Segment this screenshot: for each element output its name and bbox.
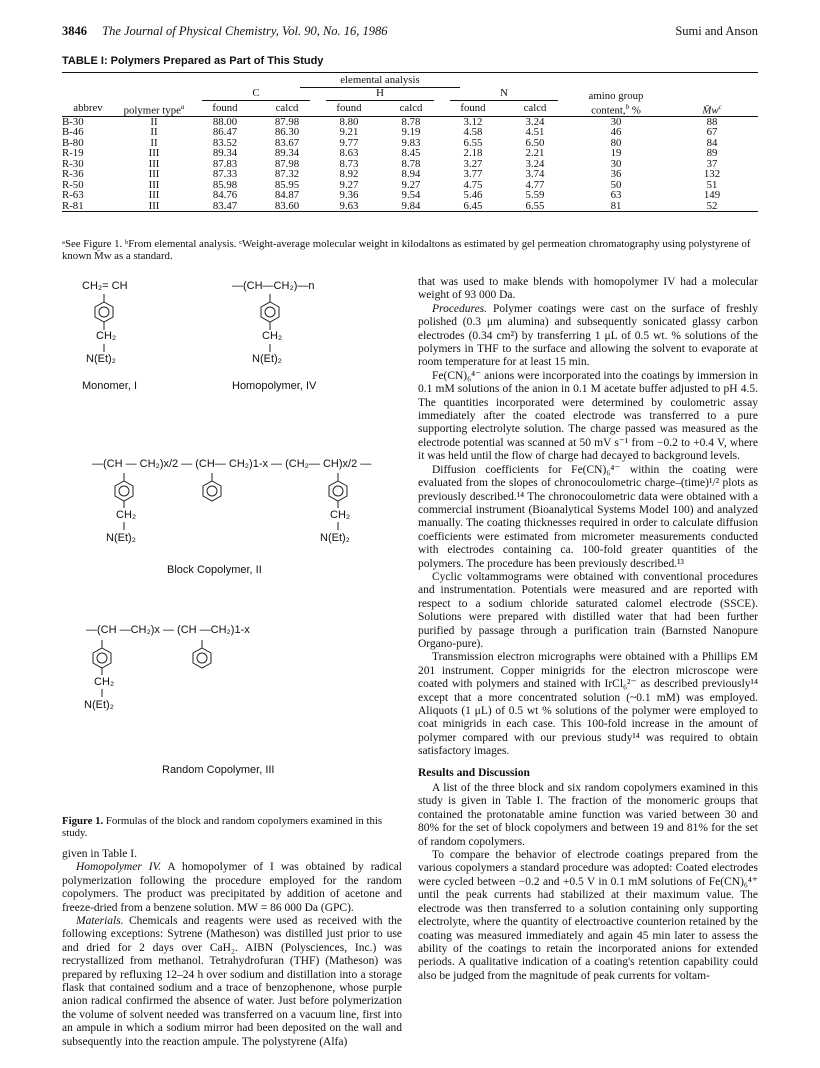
paragraph-text: A list of the three block and six random copolymers examined in this study is given in Table I. The fraction of the monomeric groups that contained the protonatable amine function was varied between 30 and 80% for the set of block copolymers and between 19 and 81% for the set of random copolymers. xyxy=(418,782,758,848)
table-cell: III xyxy=(148,147,160,160)
left-column xyxy=(62,848,402,1049)
table-cell: 80 xyxy=(610,136,622,149)
table-cell: 4.51 xyxy=(525,126,545,139)
monomer-ch2: CH₂ xyxy=(96,330,117,342)
table-cell: 3.24 xyxy=(525,115,545,128)
table-cell: 52 xyxy=(706,199,718,212)
random-ch2: CH₂ xyxy=(94,676,115,688)
table-cell: 85.98 xyxy=(212,178,238,191)
header-calcd: calcd xyxy=(523,102,547,115)
header-amino-1: amino group xyxy=(588,90,644,102)
homopolymer-amine: N(Et)₂ xyxy=(252,353,282,365)
ring-circle xyxy=(99,307,109,317)
table-cell: R-63 xyxy=(62,189,84,202)
homopolymer-label: Homopolymer, IV xyxy=(232,380,317,392)
paragraph-text: Chemicals and reagents were used as received with the following exceptions: Sytrene (Matheson) was distilled just prior to use and dried for 2 days over CaH₂. AIBN (Polysciences, Inc.) was recrystallized from methanol. Tetrahydrofuran (THF) (Matheson) was prepared by refluxing 12–24 h over sodium and distillation into a storage flask that contained sodium and a trace of benzophenone, whose purple anion radical confirmed the absence of water. Just before polymerization the volume of solvent needed was transferred on a vacuum line, first into an ampule in which a sodium mirror had been deposited on the wall and subsequently into the reaction ampule. The polystyrene (Alfa) xyxy=(62,915,402,1048)
paragraph-text: that was used to make blends with homopolymer IV had a molecular weight of 93 000 Da. xyxy=(418,276,758,302)
paragraph-text: Cyclic voltammograms were obtained with conventional procedures and instrumentation. Potentials were measured and are reported with respect to a sodium chloride saturated calomel electrode (SSCE). Solutions were prepared with distilled water that had been further purified by passage through a purification train (Barnsted Nanopure Organo-pure). xyxy=(418,570,758,650)
block-label: Block Copolymer, II xyxy=(167,564,262,576)
paragraph xyxy=(418,303,758,370)
random-amine: N(Et)₂ xyxy=(84,699,114,711)
page-header xyxy=(62,24,758,42)
right-column xyxy=(418,276,758,983)
table-cell: II xyxy=(150,115,158,128)
table-cell: 6.55 xyxy=(525,199,545,212)
block-amine-right: N(Et)₂ xyxy=(320,532,350,544)
table-cell: 84 xyxy=(706,136,718,149)
table-cell: III xyxy=(148,157,160,170)
table-cell: 9.27 xyxy=(339,178,359,191)
header-polymer-type: polymer type$^a$ xyxy=(123,102,185,117)
section-heading: Results and Discussion xyxy=(418,766,530,779)
paragraph xyxy=(62,915,402,1049)
figure-caption-label: Figure 1. xyxy=(62,815,104,827)
table-cell: 83.47 xyxy=(212,199,238,212)
table-cell: 30 xyxy=(610,115,622,128)
table-cell: 3.77 xyxy=(463,168,483,181)
figure-caption xyxy=(62,815,402,839)
block-amine-left: N(Et)₂ xyxy=(106,532,136,544)
header-calcd: calcd xyxy=(275,102,299,115)
table-cell: 83.60 xyxy=(274,199,300,212)
benzene-ring xyxy=(203,481,221,501)
table-cell: 8.45 xyxy=(401,147,421,160)
paragraph-lead: Materials. xyxy=(76,915,124,928)
table-cell: 3.27 xyxy=(463,157,483,170)
ring-circle xyxy=(97,653,107,663)
ring-circle xyxy=(207,486,217,496)
table-cell: 8.73 xyxy=(339,157,359,170)
paragraph xyxy=(62,861,402,915)
header-calcd: calcd xyxy=(399,102,423,115)
table-cell: 8.80 xyxy=(339,115,359,128)
ring-circle xyxy=(119,486,129,496)
table-cell: B-46 xyxy=(62,126,84,139)
table-cell: 4.58 xyxy=(463,126,483,139)
table-cell: 86.47 xyxy=(212,126,238,139)
paragraph xyxy=(418,571,758,651)
table-cell: 87.98 xyxy=(274,115,300,128)
table-cell: 2.18 xyxy=(463,147,483,160)
benzene-ring xyxy=(329,481,347,501)
table-cell: 8.92 xyxy=(339,168,359,181)
homopolymer-ch2: CH₂ xyxy=(262,330,283,342)
table-cell: 6.45 xyxy=(463,199,483,212)
header-h: H xyxy=(318,88,442,102)
figure-caption-text: Formulas of the block and random copolymers examined in this study. xyxy=(62,815,383,839)
paragraph-text: given in Table I. xyxy=(62,848,137,860)
table-cell: 84.87 xyxy=(274,189,300,202)
paragraph xyxy=(418,849,758,983)
table-cell: 89.34 xyxy=(212,147,238,160)
paragraph-text: Fe(CN)₆⁴⁻ anions were incorporated into the coatings by immersion in 0.1 mM solutions of the anion in 0.1 M acetate buffer adjusted to pH 4.5. The quantities incorporated were determined by coulometric assay immediately after the coated electrode was transferred to a pure supporting electrolyte solution. The charge passed was measured as the electrode potential was scanned at 50 mV s⁻¹ from −0.2 to +0.4 V, where it was held until the flow of charge had decayed to background levels. xyxy=(418,369,758,463)
paragraph-text: To compare the behavior of electrode coatings prepared from the various copolymers a standard procedure was adopted: Coated electrodes were cycled between −0.2 and +0.5 V in 0.1 mM solutions of Fe(CN)₆⁴⁺ until the peak currents had stabilized at their maximum value. The electrode was then transferred to a solution containing only supporting electrolyte, where the quantity of electroactive counterion retained by the coating was measured immediately and again 45 min later to assess the ability of the coatings to retain the incorporated anions for extended periods. A qualitative indication of a coating's retention capability could also be judged from the magnitude of peak currents for voltam- xyxy=(418,849,758,982)
table-cell: R-81 xyxy=(62,199,84,212)
table-cell: 3.12 xyxy=(463,115,483,128)
header-found: found xyxy=(460,102,486,115)
paragraph xyxy=(418,370,758,464)
table-cell: 6.55 xyxy=(463,136,483,149)
table-cell: 8.78 xyxy=(401,115,421,128)
table-cell: 81 xyxy=(610,199,622,212)
paragraph-text: Polymer coatings were cast on the surface of freshly polished (0.3 μm alumina) and subsequently sonicated glassy carbon electrodes (0.34 cm²) by transferring 1 μL of 0.5 wt. % solutions of the polymers in THF to the surface and allowing the solvent to evaporate at room temperature for at least 15 min. xyxy=(418,302,758,369)
paragraph-text: Transmission electron micrographs were obtained with a Phillips EM 201 instrument. Copper minigrids for the electron microscope were coated with polymers and stained with IrCl₆²⁻ as described previously¹⁴ except that a more concentrated solution (~0.1 mM) was employed. Aliquots (1 μL) of 0.5 wt % solutions of the polymer were employed to coat minigrids in each case. This 100-fold increase in the amount of polymer compared with our previous study¹⁴ was required to obtain satisfactory images. xyxy=(418,651,758,758)
table-cell: 46 xyxy=(610,126,622,139)
table-cell: 88 xyxy=(706,115,718,128)
header-n: N xyxy=(442,88,566,102)
table-cell: 87.83 xyxy=(212,157,238,170)
benzene-ring xyxy=(93,648,111,668)
table-cell: 2.21 xyxy=(525,147,545,160)
random-backbone: —(CH —CH₂)x — (CH —CH₂)1-x xyxy=(86,624,250,636)
polymers-table xyxy=(62,72,758,212)
table-cell: 9.19 xyxy=(401,126,421,139)
table-cell: 86.30 xyxy=(274,126,300,139)
random-label: Random Copolymer, III xyxy=(162,764,275,776)
benzene-ring xyxy=(261,302,279,322)
table-body xyxy=(62,117,758,212)
table-cell: 9.63 xyxy=(339,199,359,212)
table-cell: 9.84 xyxy=(401,199,421,212)
ring-circle xyxy=(197,653,207,663)
running-authors: Sumi and Anson xyxy=(675,24,758,38)
paragraph xyxy=(418,782,758,849)
table-cell: 9.83 xyxy=(401,136,421,149)
header-amino-2: content,$^b$ % xyxy=(591,102,641,117)
header-mw: $M̄w^c$ xyxy=(702,102,722,117)
header-abbrev: abbrev xyxy=(73,102,103,115)
paragraph xyxy=(418,651,758,758)
table-caption: TABLE I: Polymers Prepared as Part of This Study xyxy=(62,55,324,67)
table-cell: 3.24 xyxy=(525,157,545,170)
table-cell: B-80 xyxy=(62,136,84,149)
header-c: C xyxy=(194,88,318,102)
paragraph xyxy=(418,464,758,571)
table-cell: 8.63 xyxy=(339,147,359,160)
header-found: found xyxy=(336,102,362,115)
table-cell: 87.32 xyxy=(274,168,300,181)
table-cell: 149 xyxy=(703,189,721,202)
table-cell: 83.52 xyxy=(212,136,238,149)
ring-circle xyxy=(265,307,275,317)
table-cell: 50 xyxy=(610,178,622,191)
paragraph xyxy=(62,848,402,861)
block-ch2-left: CH₂ xyxy=(116,509,137,521)
table-cell: 5.46 xyxy=(463,189,483,202)
benzene-ring xyxy=(115,481,133,501)
table-cell: 132 xyxy=(703,168,721,181)
table-cell: 3.74 xyxy=(525,168,545,181)
journal-title: The Journal of Physical Chemistry, Vol. 90, No. 16, 1986 xyxy=(102,24,388,38)
table-cell: R-50 xyxy=(62,178,84,191)
table-cell: 30 xyxy=(610,157,622,170)
table-cell: 19 xyxy=(610,147,622,160)
table-cell: 8.78 xyxy=(401,157,421,170)
table-cell: 4.75 xyxy=(463,178,483,191)
table-cell: III xyxy=(148,168,160,181)
monomer-amine: N(Et)₂ xyxy=(86,353,116,365)
table-cell: II xyxy=(150,126,158,139)
table-cell: R-30 xyxy=(62,157,84,170)
table-cell: 6.50 xyxy=(525,136,545,149)
monomer-vinyl: CH₂= CH xyxy=(82,280,128,292)
table-cell: R-36 xyxy=(62,168,84,181)
table-cell: 85.95 xyxy=(274,178,300,191)
paragraph-text: A homopolymer of I was obtained by radical polymerization following the procedure employed for the random copolymers. The product was precipitated by addition of acetone and freeze-dried from a benzene solution. MW = 86 000 Da (GPC). xyxy=(62,861,402,914)
ring-circle xyxy=(333,486,343,496)
table-cell: 9.77 xyxy=(339,136,359,149)
monomer-label: Monomer, I xyxy=(82,380,138,392)
figure-1 xyxy=(62,268,402,813)
table-cell: 87.98 xyxy=(274,157,300,170)
paragraph xyxy=(418,276,758,303)
table-cell: 51 xyxy=(706,178,718,191)
table-cell: 84.76 xyxy=(212,189,238,202)
table-row xyxy=(62,201,758,212)
table-footnote: ᵃSee Figure 1. ᵇFrom elemental analysis. ᶜWeight-average molecular weight in kilodaltons as estimated by gel permeation chromatography using polystyrene of known M̄w as a standard. xyxy=(62,238,751,262)
table-cell: II xyxy=(150,136,158,149)
page-number: 3846 xyxy=(62,24,87,38)
benzene-ring xyxy=(193,648,211,668)
table-cell: R-19 xyxy=(62,147,84,160)
table-cell: 4.77 xyxy=(525,178,545,191)
table-cell: III xyxy=(148,189,160,202)
table-cell: 9.54 xyxy=(401,189,421,202)
table-cell: 9.21 xyxy=(339,126,359,139)
paragraph-lead: Homopolymer IV. xyxy=(76,861,162,874)
table-cell: 89 xyxy=(706,147,718,160)
table-cell: 63 xyxy=(610,189,622,202)
block-ch2-right: CH₂ xyxy=(330,509,351,521)
benzene-ring xyxy=(95,302,113,322)
homopolymer-backbone: —(CH—CH₂)—n xyxy=(232,280,315,292)
table-cell: 67 xyxy=(706,126,718,139)
group-header: elemental analysis xyxy=(194,73,566,88)
table-cell: 9.27 xyxy=(401,178,421,191)
table-cell: 88.00 xyxy=(212,115,238,128)
block-backbone: —(CH — CH₂)x/2 — (CH— CH₂)1-x — (CH₂— CH)x/2 — xyxy=(92,458,372,470)
table-cell: 8.94 xyxy=(401,168,421,181)
paragraph-lead: Procedures. xyxy=(432,302,488,315)
table-cell: 87.33 xyxy=(212,168,238,181)
header-found: found xyxy=(212,102,238,115)
table-cell: 89.34 xyxy=(274,147,300,160)
table-cell: 36 xyxy=(610,168,622,181)
table-cell: III xyxy=(148,199,160,212)
table-cell: 5.59 xyxy=(525,189,545,202)
table-cell: 37 xyxy=(706,157,718,170)
table-cell: B-30 xyxy=(62,115,84,128)
table-cell: 83.67 xyxy=(274,136,300,149)
table-cell: 9.36 xyxy=(339,189,359,202)
table-cell: III xyxy=(148,178,160,191)
paragraph-text: Diffusion coefficients for Fe(CN)₆⁴⁻ within the coating were evaluated from the slopes of chronocoulometric charge–(time)¹/² plots as previously described.¹⁴ The chronocoulometric data were obtained with a commercial instrument (Bioanalytical Systems Model 100) and analyzed manually. The coating thicknesses required in order to calculate diffusion coefficients were estimated from micrometer measurements conducted with electrodes containing ca. 100-fold greater quantities of the polymers. The procedure has been previously described.¹³ xyxy=(418,463,758,570)
